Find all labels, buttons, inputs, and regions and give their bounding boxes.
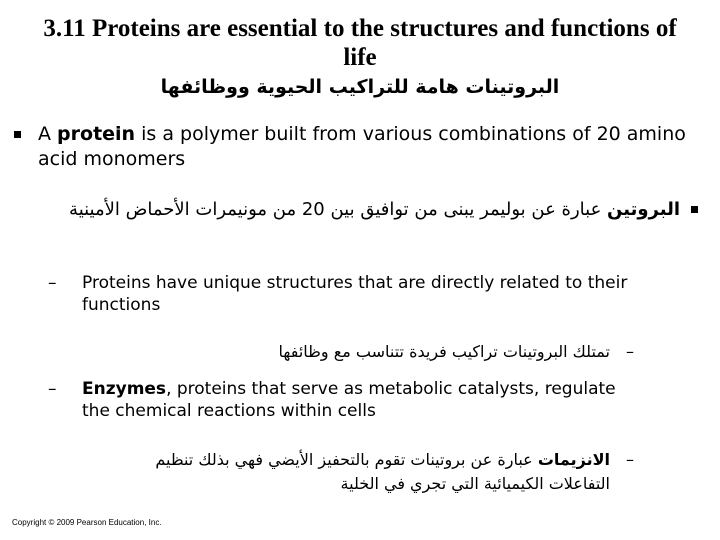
protein-term-arabic: البروتين [607, 199, 680, 220]
subbullet-unique-structures-arabic: – تمتلك البروتينات تراكيب فريدة تتناسب مع وظائفها [150, 340, 610, 364]
bullet-protein-text: A protein is a polymer built from various combinations of 20 amino acid monomers [38, 123, 686, 170]
dash-bullet-icon: – [48, 379, 57, 399]
square-bullet-icon [14, 131, 21, 138]
bullet-protein-definition-arabic: البروتين عبارة عن بوليمر يبنى من توافيق بين 20 من مونيمرات الأحماض الأمينية [50, 196, 680, 223]
copyright-notice: Copyright © 2009 Pearson Education, Inc. [12, 518, 162, 527]
subbullet-enzymes [48, 378, 648, 422]
slide-title-arabic: البروتينات هامة للتراكيب الحيوية ووظائفها [160, 76, 560, 98]
enzymes-term-arabic: الانزيمات [537, 450, 610, 469]
dash-bullet-icon: – [48, 273, 57, 293]
enzymes-term: Enzymes [82, 379, 167, 399]
protein-term: protein [57, 123, 136, 145]
subbullet-enzymes-text: Enzymes, proteins that serve as metabolic catalysts, regulate the chemical reactions within cells [82, 379, 616, 421]
square-bullet-icon [691, 206, 698, 213]
subbullet-unique-structures-text: Proteins have unique structures that are directly related to their functions [82, 273, 628, 315]
dash-bullet-icon: – [626, 450, 634, 469]
dash-bullet-icon: – [626, 342, 634, 361]
subbullet-unique-structures [48, 272, 678, 316]
subbullet-enzymes-arabic: – الانزيمات عبارة عن بروتينات تقوم بالتحفيز الأيضي فهي بذلك تنظيم التفاعلات الكيميائية التي تجري في الخلية [155, 450, 634, 493]
bullet-protein-definition [14, 122, 704, 172]
slide-title: 3.11 Proteins are essential to the structures and functions of life [43, 15, 677, 71]
